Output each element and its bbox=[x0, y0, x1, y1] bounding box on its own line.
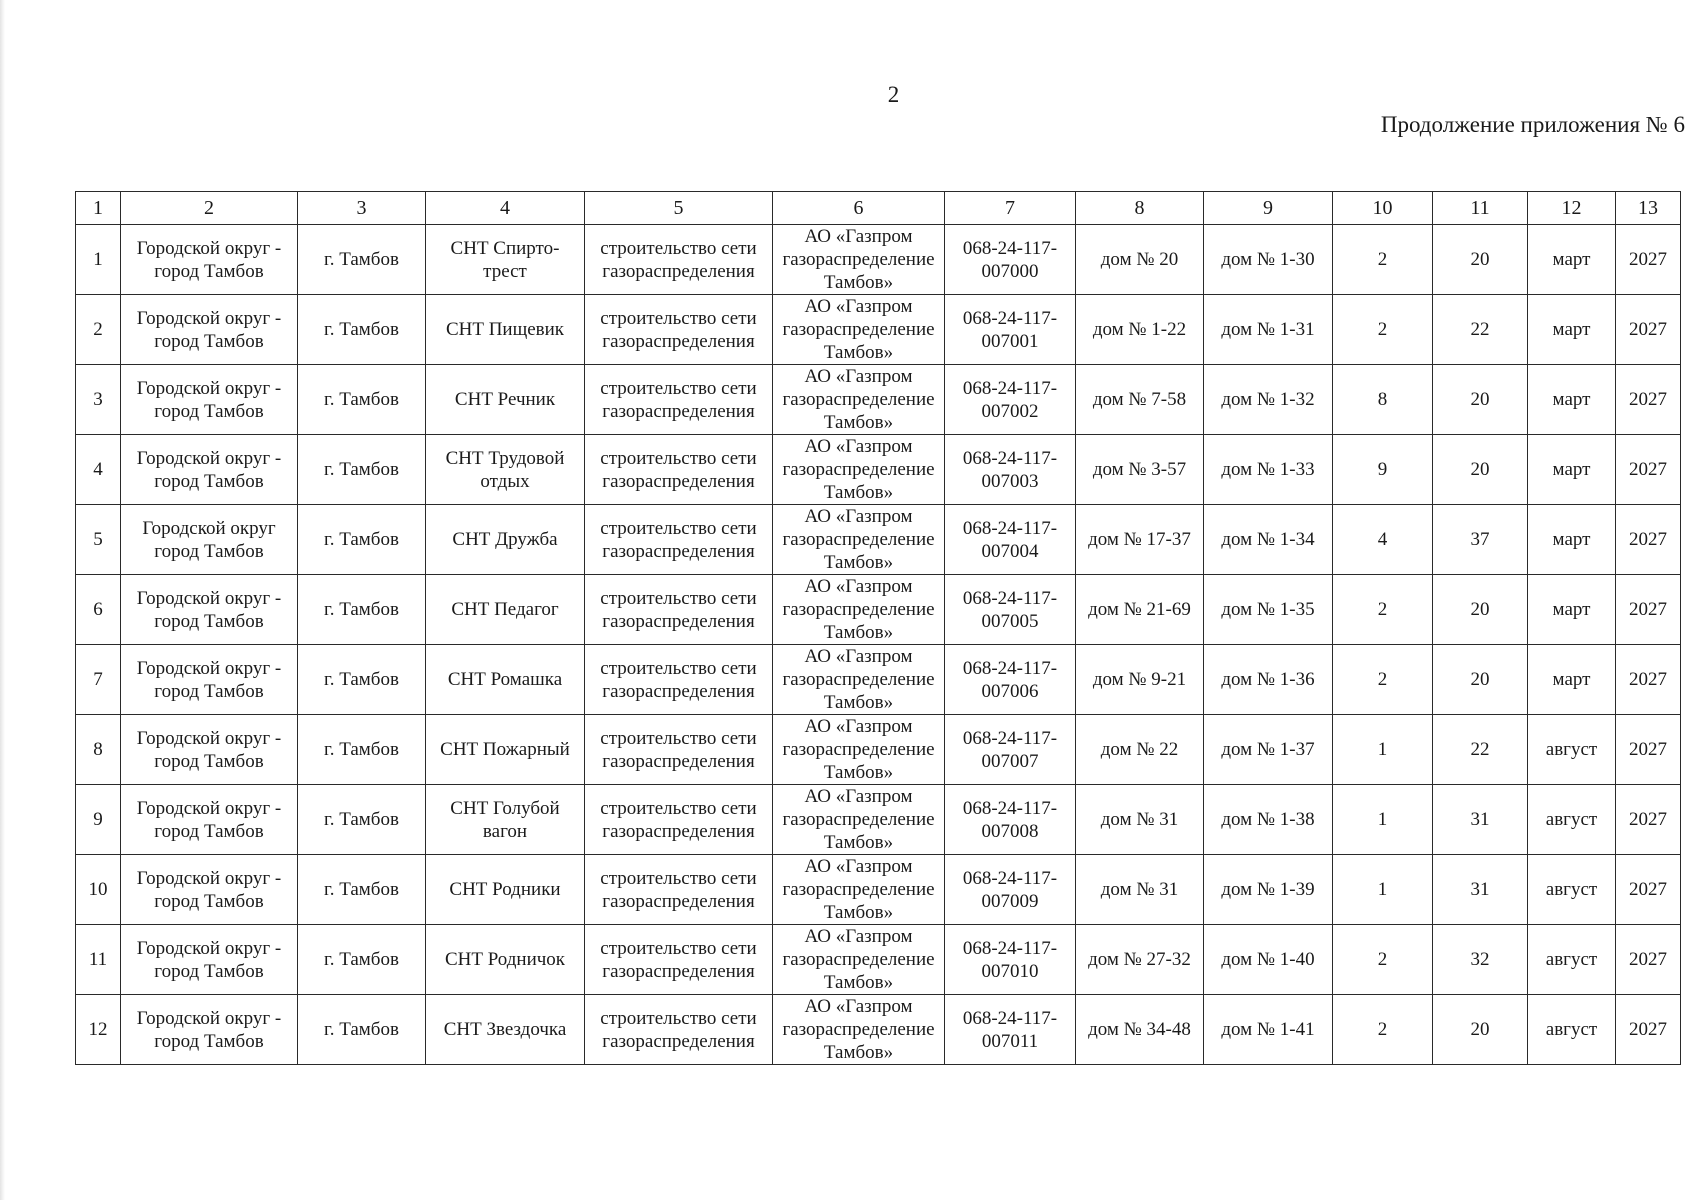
year-cell: 2027 bbox=[1616, 575, 1681, 645]
gas-distributor-cell: АО «Газпром газораспределение Тамбов» bbox=[773, 295, 945, 365]
registry-number-cell: 068-24-117-007010 bbox=[945, 925, 1076, 995]
locality-cell: г. Тамбов bbox=[298, 715, 426, 785]
table-row bbox=[76, 925, 1681, 995]
row-number-cell: 11 bbox=[76, 925, 121, 995]
count-cell: 20 bbox=[1433, 995, 1528, 1065]
column-number-cell: 7 bbox=[945, 192, 1076, 225]
gas-distributor-cell: АО «Газпром газораспределение Тамбов» bbox=[773, 855, 945, 925]
registry-number-cell: 068-24-117-007008 bbox=[945, 785, 1076, 855]
quantity-cell: 2 bbox=[1333, 295, 1433, 365]
object-name-cell: СНТ Родничок bbox=[426, 925, 585, 995]
object-name-cell: СНТ Дружба bbox=[426, 505, 585, 575]
registry-number-cell: 068-24-117-007009 bbox=[945, 855, 1076, 925]
table-row bbox=[76, 855, 1681, 925]
work-type-cell: строительство сети газораспределения bbox=[585, 365, 773, 435]
month-cell: август bbox=[1528, 855, 1616, 925]
work-type-cell: строительство сети газораспределения bbox=[585, 855, 773, 925]
count-cell: 37 bbox=[1433, 505, 1528, 575]
work-type-cell: строительство сети газораспределения bbox=[585, 995, 773, 1065]
column-number-cell: 3 bbox=[298, 192, 426, 225]
object-name-cell: СНТ Ромашка bbox=[426, 645, 585, 715]
month-cell: март bbox=[1528, 365, 1616, 435]
scan-edge-shadow bbox=[0, 0, 5, 1200]
column-number-cell: 4 bbox=[426, 192, 585, 225]
houses-to-cell: дом № 1-35 bbox=[1204, 575, 1333, 645]
month-cell: август bbox=[1528, 785, 1616, 855]
year-cell: 2027 bbox=[1616, 505, 1681, 575]
work-type-cell: строительство сети газораспределения bbox=[585, 715, 773, 785]
column-number-cell: 6 bbox=[773, 192, 945, 225]
quantity-cell: 1 bbox=[1333, 715, 1433, 785]
table-row bbox=[76, 995, 1681, 1065]
column-number-cell: 11 bbox=[1433, 192, 1528, 225]
registry-number-cell: 068-24-117-007002 bbox=[945, 365, 1076, 435]
row-number-cell: 6 bbox=[76, 575, 121, 645]
houses-to-cell: дом № 1-34 bbox=[1204, 505, 1333, 575]
object-name-cell: СНТ Голубой вагон bbox=[426, 785, 585, 855]
houses-to-cell: дом № 1-31 bbox=[1204, 295, 1333, 365]
houses-from-cell: дом № 9-21 bbox=[1076, 645, 1204, 715]
year-cell: 2027 bbox=[1616, 365, 1681, 435]
quantity-cell: 4 bbox=[1333, 505, 1433, 575]
count-cell: 22 bbox=[1433, 715, 1528, 785]
column-number-row bbox=[76, 192, 1681, 225]
municipality-cell: Городской округ - город Тамбов bbox=[121, 715, 298, 785]
gas-distributor-cell: АО «Газпром газораспределение Тамбов» bbox=[773, 645, 945, 715]
row-number-cell: 12 bbox=[76, 995, 121, 1065]
work-type-cell: строительство сети газораспределения bbox=[585, 435, 773, 505]
houses-from-cell: дом № 17-37 bbox=[1076, 505, 1204, 575]
column-number-cell: 2 bbox=[121, 192, 298, 225]
month-cell: август bbox=[1528, 715, 1616, 785]
registry-number-cell: 068-24-117-007004 bbox=[945, 505, 1076, 575]
row-number-cell: 8 bbox=[76, 715, 121, 785]
row-number-cell: 4 bbox=[76, 435, 121, 505]
municipality-cell: Городской округ - город Тамбов bbox=[121, 785, 298, 855]
column-number-cell: 10 bbox=[1333, 192, 1433, 225]
month-cell: август bbox=[1528, 995, 1616, 1065]
locality-cell: г. Тамбов bbox=[298, 505, 426, 575]
work-type-cell: строительство сети газораспределения bbox=[585, 575, 773, 645]
object-name-cell: СНТ Трудовой отдых bbox=[426, 435, 585, 505]
count-cell: 31 bbox=[1433, 855, 1528, 925]
municipality-cell: Городской округ - город Тамбов bbox=[121, 295, 298, 365]
row-number-cell: 3 bbox=[76, 365, 121, 435]
registry-number-cell: 068-24-117-007003 bbox=[945, 435, 1076, 505]
locality-cell: г. Тамбов bbox=[298, 645, 426, 715]
quantity-cell: 8 bbox=[1333, 365, 1433, 435]
table-row bbox=[76, 225, 1681, 295]
year-cell: 2027 bbox=[1616, 715, 1681, 785]
count-cell: 20 bbox=[1433, 645, 1528, 715]
column-number-cell: 13 bbox=[1616, 192, 1681, 225]
locality-cell: г. Тамбов bbox=[298, 925, 426, 995]
year-cell: 2027 bbox=[1616, 295, 1681, 365]
row-number-cell: 5 bbox=[76, 505, 121, 575]
row-number-cell: 9 bbox=[76, 785, 121, 855]
gas-distributor-cell: АО «Газпром газораспределение Тамбов» bbox=[773, 505, 945, 575]
object-name-cell: СНТ Пищевик bbox=[426, 295, 585, 365]
year-cell: 2027 bbox=[1616, 995, 1681, 1065]
gas-distributor-cell: АО «Газпром газораспределение Тамбов» bbox=[773, 715, 945, 785]
houses-to-cell: дом № 1-36 bbox=[1204, 645, 1333, 715]
table-row bbox=[76, 365, 1681, 435]
locality-cell: г. Тамбов bbox=[298, 995, 426, 1065]
row-number-cell: 7 bbox=[76, 645, 121, 715]
column-number-cell: 12 bbox=[1528, 192, 1616, 225]
quantity-cell: 2 bbox=[1333, 575, 1433, 645]
count-cell: 20 bbox=[1433, 225, 1528, 295]
locality-cell: г. Тамбов bbox=[298, 435, 426, 505]
houses-from-cell: дом № 31 bbox=[1076, 785, 1204, 855]
table-row bbox=[76, 645, 1681, 715]
month-cell: март bbox=[1528, 295, 1616, 365]
quantity-cell: 9 bbox=[1333, 435, 1433, 505]
houses-to-cell: дом № 1-39 bbox=[1204, 855, 1333, 925]
locality-cell: г. Тамбов bbox=[298, 785, 426, 855]
registry-number-cell: 068-24-117-007007 bbox=[945, 715, 1076, 785]
object-name-cell: СНТ Речник bbox=[426, 365, 585, 435]
month-cell: март bbox=[1528, 645, 1616, 715]
count-cell: 31 bbox=[1433, 785, 1528, 855]
appendix-title: Продолжение приложения № 6 bbox=[1380, 112, 1685, 137]
year-cell: 2027 bbox=[1616, 435, 1681, 505]
object-name-cell: СНТ Спирто-трест bbox=[426, 225, 585, 295]
houses-from-cell: дом № 3-57 bbox=[1076, 435, 1204, 505]
houses-to-cell: дом № 1-33 bbox=[1204, 435, 1333, 505]
gas-distributor-cell: АО «Газпром газораспределение Тамбов» bbox=[773, 995, 945, 1065]
registry-number-cell: 068-24-117-007000 bbox=[945, 225, 1076, 295]
gas-distributor-cell: АО «Газпром газораспределение Тамбов» bbox=[773, 435, 945, 505]
houses-from-cell: дом № 22 bbox=[1076, 715, 1204, 785]
locality-cell: г. Тамбов bbox=[298, 295, 426, 365]
municipality-cell: Городской округ - город Тамбов bbox=[121, 365, 298, 435]
municipality-cell: Городской округ - город Тамбов bbox=[121, 225, 298, 295]
houses-to-cell: дом № 1-40 bbox=[1204, 925, 1333, 995]
registry-number-cell: 068-24-117-007001 bbox=[945, 295, 1076, 365]
column-number-cell: 8 bbox=[1076, 192, 1204, 225]
table-body bbox=[76, 225, 1681, 1065]
houses-to-cell: дом № 1-38 bbox=[1204, 785, 1333, 855]
houses-from-cell: дом № 21-69 bbox=[1076, 575, 1204, 645]
municipality-cell: Городской округ - город Тамбов bbox=[121, 645, 298, 715]
registry-number-cell: 068-24-117-007006 bbox=[945, 645, 1076, 715]
count-cell: 20 bbox=[1433, 575, 1528, 645]
work-type-cell: строительство сети газораспределения bbox=[585, 925, 773, 995]
quantity-cell: 1 bbox=[1333, 855, 1433, 925]
count-cell: 20 bbox=[1433, 435, 1528, 505]
table-row bbox=[76, 785, 1681, 855]
work-type-cell: строительство сети газораспределения bbox=[585, 295, 773, 365]
year-cell: 2027 bbox=[1616, 855, 1681, 925]
year-cell: 2027 bbox=[1616, 225, 1681, 295]
houses-from-cell: дом № 7-58 bbox=[1076, 365, 1204, 435]
table-row bbox=[76, 715, 1681, 785]
municipality-cell: Городской округ город Тамбов bbox=[121, 505, 298, 575]
month-cell: март bbox=[1528, 435, 1616, 505]
column-number-cell: 1 bbox=[76, 192, 121, 225]
houses-from-cell: дом № 31 bbox=[1076, 855, 1204, 925]
quantity-cell: 1 bbox=[1333, 785, 1433, 855]
table-row bbox=[76, 295, 1681, 365]
quantity-cell: 2 bbox=[1333, 225, 1433, 295]
table-row bbox=[76, 505, 1681, 575]
object-name-cell: СНТ Родники bbox=[426, 855, 585, 925]
quantity-cell: 2 bbox=[1333, 995, 1433, 1065]
work-type-cell: строительство сети газораспределения bbox=[585, 505, 773, 575]
houses-from-cell: дом № 1-22 bbox=[1076, 295, 1204, 365]
work-type-cell: строительство сети газораспределения bbox=[585, 785, 773, 855]
quantity-cell: 2 bbox=[1333, 645, 1433, 715]
gas-distributor-cell: АО «Газпром газораспределение Тамбов» bbox=[773, 925, 945, 995]
count-cell: 22 bbox=[1433, 295, 1528, 365]
municipality-cell: Городской округ - город Тамбов bbox=[121, 925, 298, 995]
table-row bbox=[76, 575, 1681, 645]
houses-to-cell: дом № 1-30 bbox=[1204, 225, 1333, 295]
column-number-cell: 5 bbox=[585, 192, 773, 225]
work-type-cell: строительство сети газораспределения bbox=[585, 225, 773, 295]
gas-distributor-cell: АО «Газпром газораспределение Тамбов» bbox=[773, 575, 945, 645]
locality-cell: г. Тамбов bbox=[298, 855, 426, 925]
year-cell: 2027 bbox=[1616, 645, 1681, 715]
month-cell: март bbox=[1528, 225, 1616, 295]
municipality-cell: Городской округ - город Тамбов bbox=[121, 995, 298, 1065]
table-row bbox=[76, 435, 1681, 505]
row-number-cell: 1 bbox=[76, 225, 121, 295]
object-name-cell: СНТ Пожарный bbox=[426, 715, 585, 785]
registry-number-cell: 068-24-117-007011 bbox=[945, 995, 1076, 1065]
municipality-cell: Городской округ - город Тамбов bbox=[121, 435, 298, 505]
work-type-cell: строительство сети газораспределения bbox=[585, 645, 773, 715]
locality-cell: г. Тамбов bbox=[298, 575, 426, 645]
month-cell: март bbox=[1528, 505, 1616, 575]
municipality-cell: Городской округ - город Тамбов bbox=[121, 575, 298, 645]
houses-from-cell: дом № 20 bbox=[1076, 225, 1204, 295]
houses-to-cell: дом № 1-41 bbox=[1204, 995, 1333, 1065]
appendix-table bbox=[75, 191, 1681, 1065]
row-number-cell: 10 bbox=[76, 855, 121, 925]
page-number: 2 bbox=[887, 82, 900, 107]
houses-to-cell: дом № 1-32 bbox=[1204, 365, 1333, 435]
row-number-cell: 2 bbox=[76, 295, 121, 365]
count-cell: 32 bbox=[1433, 925, 1528, 995]
municipality-cell: Городской округ - город Тамбов bbox=[121, 855, 298, 925]
object-name-cell: СНТ Педагог bbox=[426, 575, 585, 645]
locality-cell: г. Тамбов bbox=[298, 225, 426, 295]
houses-from-cell: дом № 34-48 bbox=[1076, 995, 1204, 1065]
houses-to-cell: дом № 1-37 bbox=[1204, 715, 1333, 785]
gas-distributor-cell: АО «Газпром газораспределение Тамбов» bbox=[773, 365, 945, 435]
object-name-cell: СНТ Звездочка bbox=[426, 995, 585, 1065]
registry-number-cell: 068-24-117-007005 bbox=[945, 575, 1076, 645]
count-cell: 20 bbox=[1433, 365, 1528, 435]
quantity-cell: 2 bbox=[1333, 925, 1433, 995]
houses-from-cell: дом № 27-32 bbox=[1076, 925, 1204, 995]
locality-cell: г. Тамбов bbox=[298, 365, 426, 435]
year-cell: 2027 bbox=[1616, 925, 1681, 995]
year-cell: 2027 bbox=[1616, 785, 1681, 855]
column-number-cell: 9 bbox=[1204, 192, 1333, 225]
month-cell: март bbox=[1528, 575, 1616, 645]
gas-distributor-cell: АО «Газпром газораспределение Тамбов» bbox=[773, 785, 945, 855]
gas-distributor-cell: АО «Газпром газораспределение Тамбов» bbox=[773, 225, 945, 295]
month-cell: август bbox=[1528, 925, 1616, 995]
